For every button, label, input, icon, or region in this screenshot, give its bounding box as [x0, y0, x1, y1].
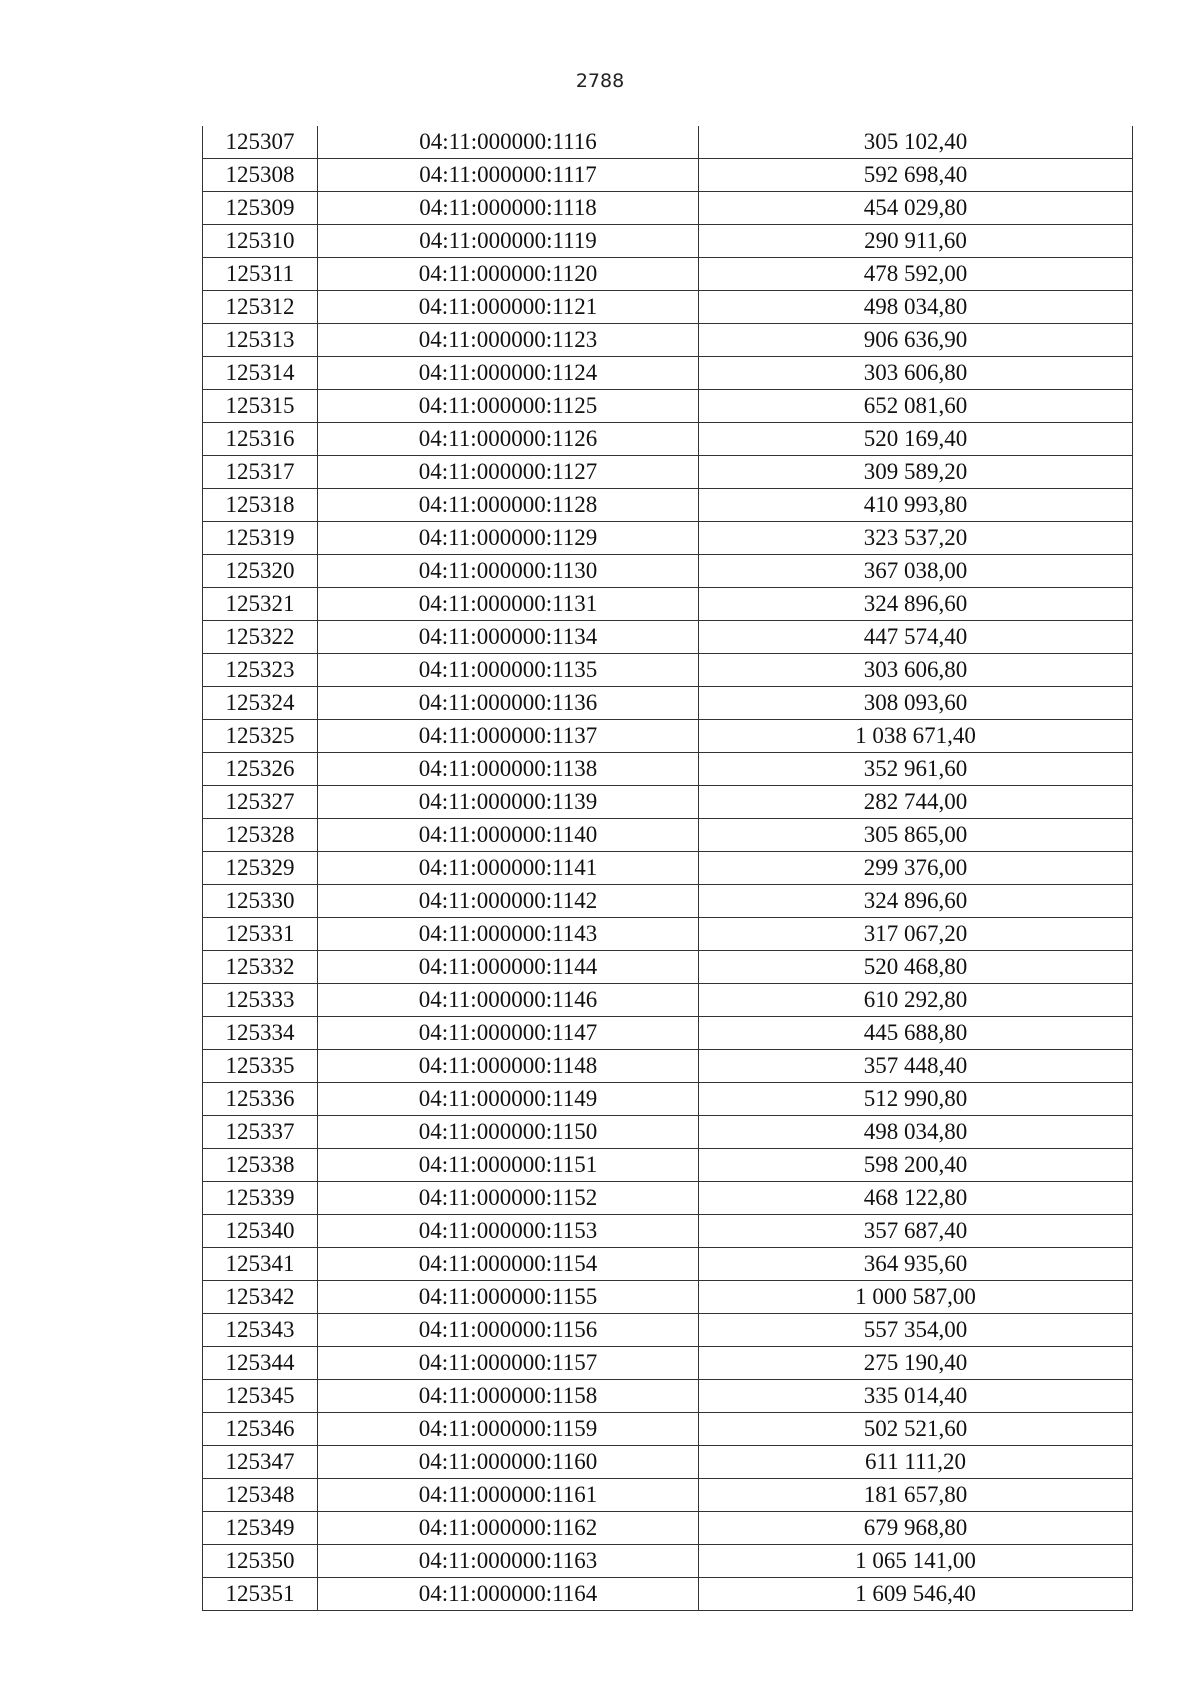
row-number-cell: 125316 — [203, 423, 318, 456]
cadastral-number-cell: 04:11:000000:1163 — [318, 1545, 699, 1578]
value-cell: 598 200,40 — [699, 1149, 1133, 1182]
cadastral-number-cell: 04:11:000000:1150 — [318, 1116, 699, 1149]
row-number-cell: 125321 — [203, 588, 318, 621]
value-cell: 275 190,40 — [699, 1347, 1133, 1380]
value-cell: 610 292,80 — [699, 984, 1133, 1017]
cadastral-number-cell: 04:11:000000:1152 — [318, 1182, 699, 1215]
value-cell: 367 038,00 — [699, 555, 1133, 588]
value-cell: 299 376,00 — [699, 852, 1133, 885]
value-cell: 498 034,80 — [699, 291, 1133, 324]
cadastral-number-cell: 04:11:000000:1159 — [318, 1413, 699, 1446]
cadastral-number-cell: 04:11:000000:1131 — [318, 588, 699, 621]
cadastral-number-cell: 04:11:000000:1140 — [318, 819, 699, 852]
value-cell: 906 636,90 — [699, 324, 1133, 357]
cadastral-number-cell: 04:11:000000:1148 — [318, 1050, 699, 1083]
table-row — [203, 555, 1133, 588]
row-number-cell: 125333 — [203, 984, 318, 1017]
value-cell: 335 014,40 — [699, 1380, 1133, 1413]
row-number-cell: 125347 — [203, 1446, 318, 1479]
table-row — [203, 819, 1133, 852]
row-number-cell: 125345 — [203, 1380, 318, 1413]
value-cell: 447 574,40 — [699, 621, 1133, 654]
row-number-cell: 125324 — [203, 687, 318, 720]
table-row — [203, 654, 1133, 687]
row-number-cell: 125322 — [203, 621, 318, 654]
cadastral-number-cell: 04:11:000000:1160 — [318, 1446, 699, 1479]
value-cell: 652 081,60 — [699, 390, 1133, 423]
table-row — [203, 1446, 1133, 1479]
cadastral-number-cell: 04:11:000000:1125 — [318, 390, 699, 423]
table-row — [203, 1182, 1133, 1215]
row-number-cell: 125338 — [203, 1149, 318, 1182]
table-row — [203, 1083, 1133, 1116]
value-cell: 502 521,60 — [699, 1413, 1133, 1446]
value-cell: 324 896,60 — [699, 885, 1133, 918]
table-row — [203, 1512, 1133, 1545]
table-row — [203, 1347, 1133, 1380]
cadastral-number-cell: 04:11:000000:1164 — [318, 1578, 699, 1611]
cadastral-number-cell: 04:11:000000:1141 — [318, 852, 699, 885]
cadastral-number-cell: 04:11:000000:1149 — [318, 1083, 699, 1116]
value-cell: 309 589,20 — [699, 456, 1133, 489]
table-row — [203, 1281, 1133, 1314]
row-number-cell: 125313 — [203, 324, 318, 357]
row-number-cell: 125309 — [203, 192, 318, 225]
row-number-cell: 125327 — [203, 786, 318, 819]
table-row — [203, 984, 1133, 1017]
cadastral-number-cell: 04:11:000000:1157 — [318, 1347, 699, 1380]
row-number-cell: 125315 — [203, 390, 318, 423]
value-cell: 410 993,80 — [699, 489, 1133, 522]
row-number-cell: 125348 — [203, 1479, 318, 1512]
table-row — [203, 522, 1133, 555]
row-number-cell: 125336 — [203, 1083, 318, 1116]
table-row — [203, 1413, 1133, 1446]
value-cell: 323 537,20 — [699, 522, 1133, 555]
table-row — [203, 1479, 1133, 1512]
cadastral-number-cell: 04:11:000000:1143 — [318, 918, 699, 951]
value-cell: 557 354,00 — [699, 1314, 1133, 1347]
row-number-cell: 125339 — [203, 1182, 318, 1215]
table-row — [203, 126, 1133, 159]
value-cell: 305 102,40 — [699, 126, 1133, 159]
value-cell: 520 468,80 — [699, 951, 1133, 984]
table-row — [203, 852, 1133, 885]
table-row — [203, 192, 1133, 225]
value-cell: 308 093,60 — [699, 687, 1133, 720]
value-cell: 317 067,20 — [699, 918, 1133, 951]
row-number-cell: 125317 — [203, 456, 318, 489]
table-row — [203, 885, 1133, 918]
cadastral-number-cell: 04:11:000000:1127 — [318, 456, 699, 489]
table-row — [203, 291, 1133, 324]
value-cell: 324 896,60 — [699, 588, 1133, 621]
value-cell: 592 698,40 — [699, 159, 1133, 192]
row-number-cell: 125308 — [203, 159, 318, 192]
cadastral-number-cell: 04:11:000000:1144 — [318, 951, 699, 984]
value-cell: 1 038 671,40 — [699, 720, 1133, 753]
value-cell: 498 034,80 — [699, 1116, 1133, 1149]
row-number-cell: 125331 — [203, 918, 318, 951]
cadastral-number-cell: 04:11:000000:1147 — [318, 1017, 699, 1050]
row-number-cell: 125319 — [203, 522, 318, 555]
row-number-cell: 125311 — [203, 258, 318, 291]
cadastral-number-cell: 04:11:000000:1130 — [318, 555, 699, 588]
value-cell: 468 122,80 — [699, 1182, 1133, 1215]
table-row — [203, 918, 1133, 951]
page-number: 2788 — [575, 70, 625, 92]
row-number-cell: 125318 — [203, 489, 318, 522]
value-cell: 357 448,40 — [699, 1050, 1133, 1083]
value-cell: 303 606,80 — [699, 654, 1133, 687]
cadastral-number-cell: 04:11:000000:1117 — [318, 159, 699, 192]
row-number-cell: 125329 — [203, 852, 318, 885]
row-number-cell: 125342 — [203, 1281, 318, 1314]
value-cell: 1 609 546,40 — [699, 1578, 1133, 1611]
row-number-cell: 125346 — [203, 1413, 318, 1446]
row-number-cell: 125341 — [203, 1248, 318, 1281]
table-row — [203, 1248, 1133, 1281]
table-row — [203, 621, 1133, 654]
cadastral-table — [202, 126, 1133, 1611]
table-row — [203, 423, 1133, 456]
cadastral-number-cell: 04:11:000000:1151 — [318, 1149, 699, 1182]
cadastral-number-cell: 04:11:000000:1121 — [318, 291, 699, 324]
value-cell: 445 688,80 — [699, 1017, 1133, 1050]
row-number-cell: 125344 — [203, 1347, 318, 1380]
cadastral-number-cell: 04:11:000000:1139 — [318, 786, 699, 819]
table-row — [203, 1380, 1133, 1413]
value-cell: 454 029,80 — [699, 192, 1133, 225]
table-row — [203, 1116, 1133, 1149]
cadastral-number-cell: 04:11:000000:1155 — [318, 1281, 699, 1314]
value-cell: 290 911,60 — [699, 225, 1133, 258]
table-row — [203, 489, 1133, 522]
cadastral-number-cell: 04:11:000000:1146 — [318, 984, 699, 1017]
cadastral-number-cell: 04:11:000000:1138 — [318, 753, 699, 786]
row-number-cell: 125314 — [203, 357, 318, 390]
table-row — [203, 1314, 1133, 1347]
table-row — [203, 390, 1133, 423]
table-row — [203, 357, 1133, 390]
cadastral-number-cell: 04:11:000000:1154 — [318, 1248, 699, 1281]
value-cell: 181 657,80 — [699, 1479, 1133, 1512]
row-number-cell: 125323 — [203, 654, 318, 687]
value-cell: 478 592,00 — [699, 258, 1133, 291]
table-row — [203, 1215, 1133, 1248]
row-number-cell: 125328 — [203, 819, 318, 852]
table-row — [203, 720, 1133, 753]
table-row — [203, 1149, 1133, 1182]
cadastral-number-cell: 04:11:000000:1136 — [318, 687, 699, 720]
table-row — [203, 588, 1133, 621]
table-row — [203, 687, 1133, 720]
row-number-cell: 125326 — [203, 753, 318, 786]
table-row — [203, 1578, 1133, 1611]
table-row — [203, 159, 1133, 192]
cadastral-number-cell: 04:11:000000:1116 — [318, 126, 699, 159]
value-cell: 1 000 587,00 — [699, 1281, 1133, 1314]
value-cell: 679 968,80 — [699, 1512, 1133, 1545]
value-cell: 282 744,00 — [699, 786, 1133, 819]
cadastral-number-cell: 04:11:000000:1135 — [318, 654, 699, 687]
value-cell: 512 990,80 — [699, 1083, 1133, 1116]
cadastral-number-cell: 04:11:000000:1126 — [318, 423, 699, 456]
row-number-cell: 125312 — [203, 291, 318, 324]
table-row — [203, 324, 1133, 357]
table-row — [203, 1017, 1133, 1050]
row-number-cell: 125337 — [203, 1116, 318, 1149]
cadastral-number-cell: 04:11:000000:1120 — [318, 258, 699, 291]
cadastral-number-cell: 04:11:000000:1153 — [318, 1215, 699, 1248]
cadastral-number-cell: 04:11:000000:1128 — [318, 489, 699, 522]
table-row — [203, 1545, 1133, 1578]
cadastral-number-cell: 04:11:000000:1137 — [318, 720, 699, 753]
value-cell: 364 935,60 — [699, 1248, 1133, 1281]
table-row — [203, 786, 1133, 819]
table-row — [203, 1050, 1133, 1083]
cadastral-number-cell: 04:11:000000:1119 — [318, 225, 699, 258]
cadastral-table-container — [202, 126, 1132, 1611]
row-number-cell: 125349 — [203, 1512, 318, 1545]
value-cell: 303 606,80 — [699, 357, 1133, 390]
cadastral-number-cell: 04:11:000000:1124 — [318, 357, 699, 390]
value-cell: 520 169,40 — [699, 423, 1133, 456]
table-row — [203, 951, 1133, 984]
table-row — [203, 753, 1133, 786]
value-cell: 611 111,20 — [699, 1446, 1133, 1479]
row-number-cell: 125350 — [203, 1545, 318, 1578]
row-number-cell: 125310 — [203, 225, 318, 258]
row-number-cell: 125334 — [203, 1017, 318, 1050]
row-number-cell: 125343 — [203, 1314, 318, 1347]
row-number-cell: 125351 — [203, 1578, 318, 1611]
table-row — [203, 258, 1133, 291]
cadastral-number-cell: 04:11:000000:1118 — [318, 192, 699, 225]
cadastral-number-cell: 04:11:000000:1158 — [318, 1380, 699, 1413]
value-cell: 1 065 141,00 — [699, 1545, 1133, 1578]
cadastral-number-cell: 04:11:000000:1134 — [318, 621, 699, 654]
cadastral-number-cell: 04:11:000000:1156 — [318, 1314, 699, 1347]
cadastral-number-cell: 04:11:000000:1129 — [318, 522, 699, 555]
row-number-cell: 125307 — [203, 126, 318, 159]
row-number-cell: 125320 — [203, 555, 318, 588]
row-number-cell: 125330 — [203, 885, 318, 918]
row-number-cell: 125335 — [203, 1050, 318, 1083]
value-cell: 357 687,40 — [699, 1215, 1133, 1248]
table-row — [203, 456, 1133, 489]
cadastral-number-cell: 04:11:000000:1142 — [318, 885, 699, 918]
row-number-cell: 125325 — [203, 720, 318, 753]
row-number-cell: 125332 — [203, 951, 318, 984]
table-body — [203, 126, 1133, 1611]
cadastral-number-cell: 04:11:000000:1161 — [318, 1479, 699, 1512]
cadastral-number-cell: 04:11:000000:1162 — [318, 1512, 699, 1545]
cadastral-number-cell: 04:11:000000:1123 — [318, 324, 699, 357]
table-row — [203, 225, 1133, 258]
row-number-cell: 125340 — [203, 1215, 318, 1248]
value-cell: 305 865,00 — [699, 819, 1133, 852]
value-cell: 352 961,60 — [699, 753, 1133, 786]
